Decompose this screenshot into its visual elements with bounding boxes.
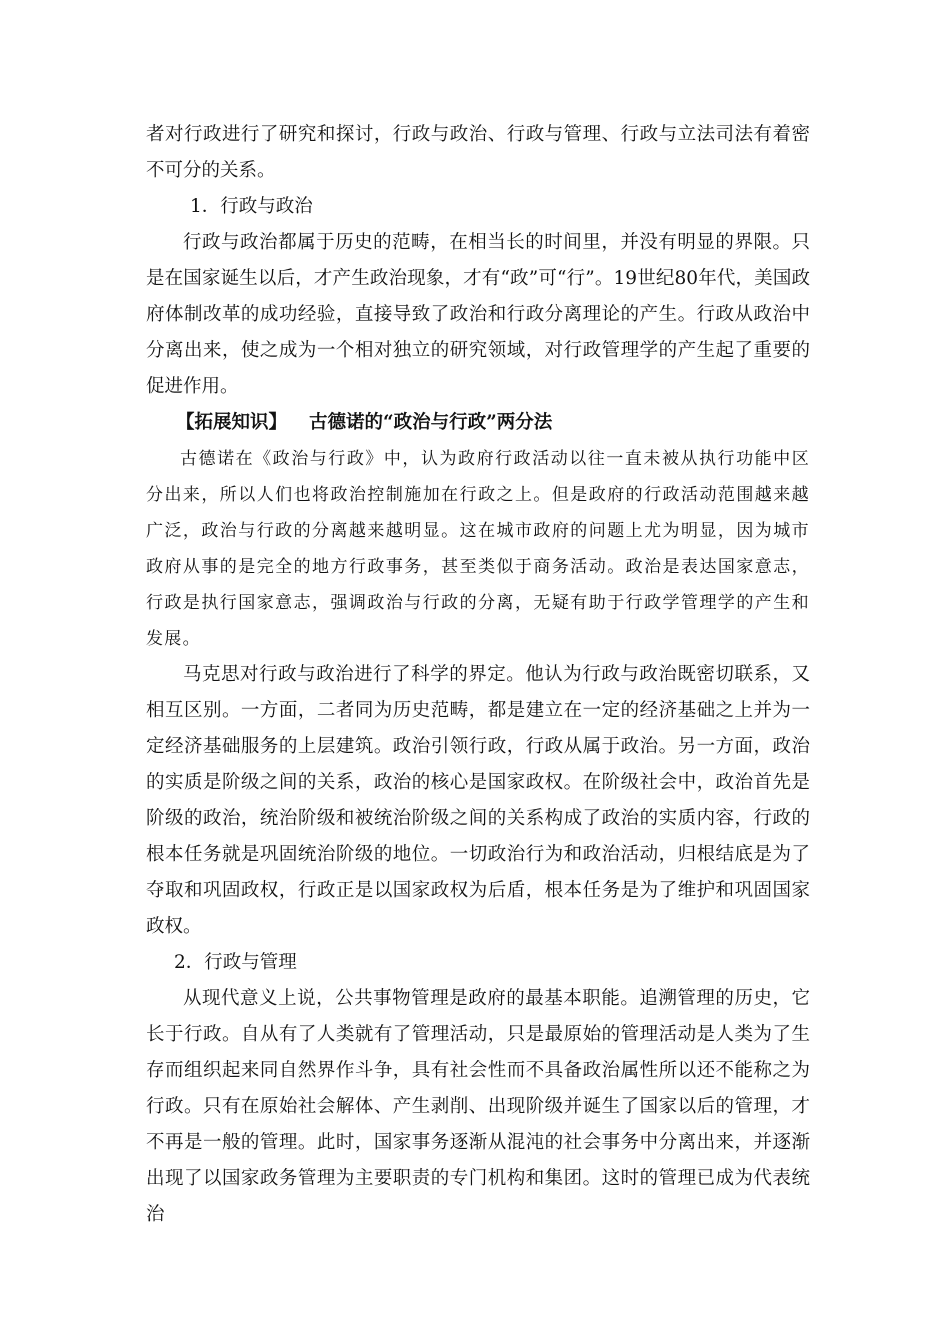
section-heading-management: 2．行政与管理 — [174, 952, 297, 973]
paragraph-administration-management: 从现代意义上说，公共事物管理是政府的最基本职能。追溯管理的历史，它长于行政。自从有了人类就有了管理活动，只是最原始的管理活动是人类为了生存而组织起来同自然界作斗争，具有社会性而不具备政治属性所以还不能称之为行政。只有在原始社会解体、产生剥削、出现阶级并诞生了国家以后的管理，才不再是一般的管理。此时，国家事务逐渐从混沌的社会事务中分离出来，并逐渐出现了以国家政务管理为主要职责的专门机构和集团。这时的管理已成为代表统治 — [146, 988, 810, 1225]
paragraph-marx-definition: 马克思对行政与政治进行了科学的界定。他认为行政与政治既密切联系，又相互区别。一方面，二者同为历史范畴，都是建立在一定的经济基础之上并为一定经济基础服务的上层建筑。政治引领行政，行政从属于政治。另一方面，政治的实质是阶级之间的关系，政治的核心是国家政权。在阶级社会中，政治首先是阶级的政治，统治阶级和被统治阶级之间的关系构成了政治的实质内容，行政的根本任务就是巩固统治阶级的地位。一切政治行为和政治活动，归根结底是为了夺取和巩固政权，行政正是以国家政权为后盾，根本任务是为了维护和巩固国家政权。 — [146, 664, 810, 937]
extension-knowledge-heading: 古德诺的“政治与行政”两分法 — [309, 412, 553, 433]
extension-knowledge-body: 古德诺在《政治与行政》中，认为政府行政活动以往一直未被从执行功能中区分出来，所以人们也将政治控制施加在行政之上。但是政府的行政活动范围越来越广泛，政治与行政的分离越来越明显。这在城市政府的问题上尤为明显，因为城市政府从事的是完全的地方行政事务，甚至类似于商务活动。政治是表达国家意志，行政是执行国家意志，强调政治与行政的分离，无疑有助于行政学管理学的产生和发展。 — [146, 449, 810, 649]
extension-knowledge-title — [146, 405, 810, 441]
extension-knowledge-tag: 【拓展知识】 — [176, 412, 288, 433]
section-heading-politics: 1．行政与政治 — [190, 196, 313, 217]
continued-paragraph: 者对行政进行了研究和探讨，行政与政治、行政与管理、行政与立法司法有着密不可分的关系。 — [146, 124, 810, 181]
page-body — [146, 117, 810, 1233]
paragraph-administration-politics: 行政与政治都属于历史的范畴，在相当长的时间里，并没有明显的界限。只是在国家诞生以后，才产生政治现象，才有“政”可“行”。19世纪80年代，美国政府体制改革的成功经验，直接导致了政治和行政分离理论的产生。行政从政治中分离出来，使之成为一个相对独立的研究领域，对行政管理学的产生起了重要的促进作用。 — [146, 232, 810, 397]
